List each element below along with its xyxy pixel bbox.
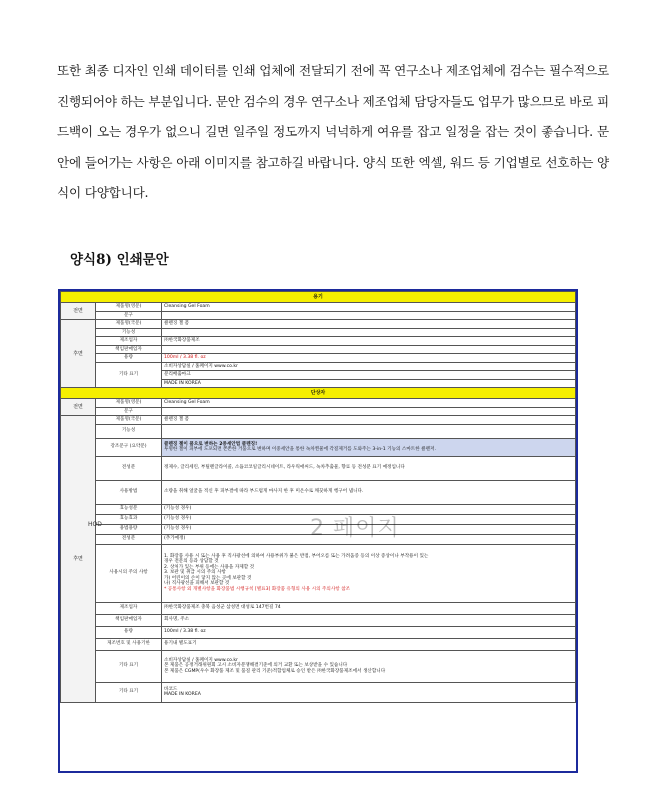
table-row xyxy=(61,456,576,480)
warning-note: * 공통사항 외 개별사항을 화장품법 시행규칙 [별표3] 화장품 유형의 사용 시의 주의사항 참조 xyxy=(164,586,351,592)
table-row xyxy=(61,399,576,408)
row-label: 전성분 xyxy=(96,534,162,544)
emphasis-body: 투명한 젤이 피부에 도포되면 쫀쫀한 거품으로 변하며 이중세안을 통한 녹차찐물에 각질제거를 도와주는 3-in-1 기능의 스마트한 클렌저. xyxy=(164,447,436,452)
row-label: 문구 xyxy=(96,407,162,416)
row-value: 클렌징 젤 폼 xyxy=(162,416,576,425)
section-band xyxy=(61,292,576,303)
row-label: 기능성 xyxy=(96,424,162,438)
row-value: (기능성 경우) xyxy=(162,514,576,524)
row-value xyxy=(162,424,576,438)
row-value: (기능성 경우) xyxy=(162,524,576,534)
section-band-label: 단상자 xyxy=(61,388,576,399)
row-value: Cleansing Gel Foam xyxy=(162,399,576,408)
table-row xyxy=(61,626,576,638)
row-value xyxy=(162,328,576,337)
table-row xyxy=(61,480,576,504)
intro-paragraph: 또한 최종 디자인 인쇄 데이터를 인쇄 업체에 전달되기 전에 꼭 연구소나 제조업체에 검수는 필수적으로 진행되어야 하는 부분입니다. 문안 검수의 경우 연구소나 제조업체 담당자들도 업무가 많으므로 바로 피드백이 오는 경우가 없으니 길면 일주일 정도까지 넉넉하게 여유를 잡고 일정을 잡는 것이 좋습니다. 문안에 들어가는 사항은 아래 이미지를 참고하길 바랍니다. 양식 또한 엑셀, 워드 등 기업별로 선호하는 양식이 다양합니다. xyxy=(57,63,609,201)
row-value: 100ml / 3.38 fl. oz xyxy=(162,354,576,363)
print-copy-table xyxy=(60,291,576,703)
row-value xyxy=(162,682,576,702)
page-watermark: 2 페이지 xyxy=(310,516,400,541)
table-row xyxy=(61,602,576,614)
row-label: 사용방법 xyxy=(96,480,162,504)
table-row xyxy=(61,424,576,438)
table-row xyxy=(61,345,576,354)
table-row xyxy=(61,544,576,602)
row-value: 클렌징 젤 폼 xyxy=(162,320,576,329)
table-row xyxy=(61,328,576,337)
table-row xyxy=(61,303,576,312)
value-line: 소비자상담실 / 홈페이지 www.co.kr xyxy=(164,657,238,663)
row-value xyxy=(162,311,576,320)
table-row xyxy=(61,337,576,346)
table-row xyxy=(61,504,576,514)
hod-mark: HOD xyxy=(88,521,102,528)
row-value: ㈜한국화장품제조 충북 음성군 삼성면 대성로 147번길 74 xyxy=(162,602,576,614)
value-line: 2. 상처가 있는 부위 등에는 사용을 자제할 것 xyxy=(164,564,255,570)
table-row xyxy=(61,311,576,320)
row-value: 용기내 별도표기 xyxy=(162,638,576,650)
row-value: 100ml / 3.38 fl. oz xyxy=(162,626,576,638)
section-band-label: 용기 xyxy=(61,292,576,303)
value-line: 나) 직사광선을 피해서 보관할 것 xyxy=(164,581,230,587)
row-value: 소량을 취해 얼굴을 적신 후 피부결에 따라 부드럽게 마사지 한 후 미온수로 깨끗하게 헹구어 냅니다. xyxy=(162,480,576,504)
row-value xyxy=(162,650,576,682)
row-label: 용량 xyxy=(96,354,162,363)
row-value: 분리배출마크 xyxy=(162,371,576,380)
row-label: 강조문구 (요약문) xyxy=(96,438,162,456)
table-row xyxy=(61,514,576,524)
table-row xyxy=(61,354,576,363)
table-row xyxy=(61,614,576,626)
row-value: 소비자상담실 / 홈페이지 www.co.kr xyxy=(162,362,576,371)
table-row xyxy=(61,320,576,329)
row-label: 제조번호 및 사용기한 xyxy=(96,638,162,650)
section-label-back: 후면 xyxy=(61,416,96,703)
row-label: 책임판매업자 xyxy=(96,614,162,626)
emphasis-headline: 클렌징 젤이 폼으로 변하는 2중세안법 클렌징! xyxy=(164,441,258,447)
value-line: 3. 보관 및 취급 시의 주의 사항 xyxy=(164,570,226,576)
table-row xyxy=(61,407,576,416)
row-value: (기능성 경우) xyxy=(162,504,576,514)
row-label: 제조업자 xyxy=(96,337,162,346)
row-value: Cleansing Gel Foam xyxy=(162,303,576,312)
row-label: 기타 표기 xyxy=(96,362,162,388)
row-label: 문구 xyxy=(96,311,162,320)
table-row xyxy=(61,650,576,682)
value-line: 바코드 xyxy=(164,686,178,692)
row-label: 용량 xyxy=(96,626,162,638)
value-line: 본 제품은 CGMP(우수 화장품 제조 및 품질 관리 기준)적합업체로 승인 받은 ㈜한국화장품제조에서 생산합니다 xyxy=(164,668,386,674)
table-row xyxy=(61,362,576,371)
row-value xyxy=(162,438,576,456)
row-value: MADE IN KOREA xyxy=(162,379,576,388)
row-value: 회사명, 주소 xyxy=(162,614,576,626)
section-band xyxy=(61,388,576,399)
value-line: 본 제품은 공정거래위원회 고시 소비자분쟁해결기준에 의거 교환 또는 보상받을 수 있습니다 xyxy=(164,663,348,669)
row-value: (추가예정) xyxy=(162,534,576,544)
print-copy-form-image xyxy=(58,289,578,773)
section-label-back: 후면 xyxy=(61,320,96,388)
table-row xyxy=(61,638,576,650)
value-line: 경우 전문의 등과 상담할 것 xyxy=(164,559,219,565)
row-label: 제품명(국문) xyxy=(96,320,162,329)
row-label: 효능효과 xyxy=(96,514,162,524)
table-row xyxy=(61,438,576,456)
table-row xyxy=(61,534,576,544)
row-value: ㈜한국화장품제조 xyxy=(162,337,576,346)
row-label: 기능성 xyxy=(96,328,162,337)
row-label: 용법용량 xyxy=(96,524,162,534)
row-label: 기타 표기 xyxy=(96,682,162,702)
row-label: 기타 표기 xyxy=(96,650,162,682)
row-label: 전성분 xyxy=(96,456,162,480)
table-row xyxy=(61,524,576,534)
section-heading: 양식8) 인쇄문안 xyxy=(70,252,169,268)
row-value: 정제수, 글리세린, 부틸렌글라이콜, 소듐코코일글리시네이트, 라우릭애씨드, 녹차추출물, 향료 등 전성분 표기 예정입니다 xyxy=(162,456,576,480)
value-line: 가) 어린이의 손이 닿지 않는 곳에 보관할 것 xyxy=(164,575,252,581)
section-label-front: 전면 xyxy=(61,399,96,416)
table-row xyxy=(61,416,576,425)
row-label: 제조업자 xyxy=(96,602,162,614)
row-label: 제품명(국문) xyxy=(96,416,162,425)
table-row xyxy=(61,682,576,702)
row-value xyxy=(162,544,576,602)
row-label: 제품명(영문) xyxy=(96,303,162,312)
section-label-front: 전면 xyxy=(61,303,96,320)
value-line: MADE IN KOREA xyxy=(164,692,201,697)
row-label: 책임판매업자 xyxy=(96,345,162,354)
row-label: 효능성분 xyxy=(96,504,162,514)
row-label: 제품명(영문) xyxy=(96,399,162,408)
row-value xyxy=(162,407,576,416)
value-line: 1. 화장품 사용 시 또는 사용 후 직사광선에 의하여 사용부위가 붉은 반점, 부어오름 또는 가려움증 등의 이상 증상이나 부작용이 있는 xyxy=(164,553,429,559)
row-label: 사용시의 주의 사항 xyxy=(96,544,162,602)
row-value xyxy=(162,345,576,354)
